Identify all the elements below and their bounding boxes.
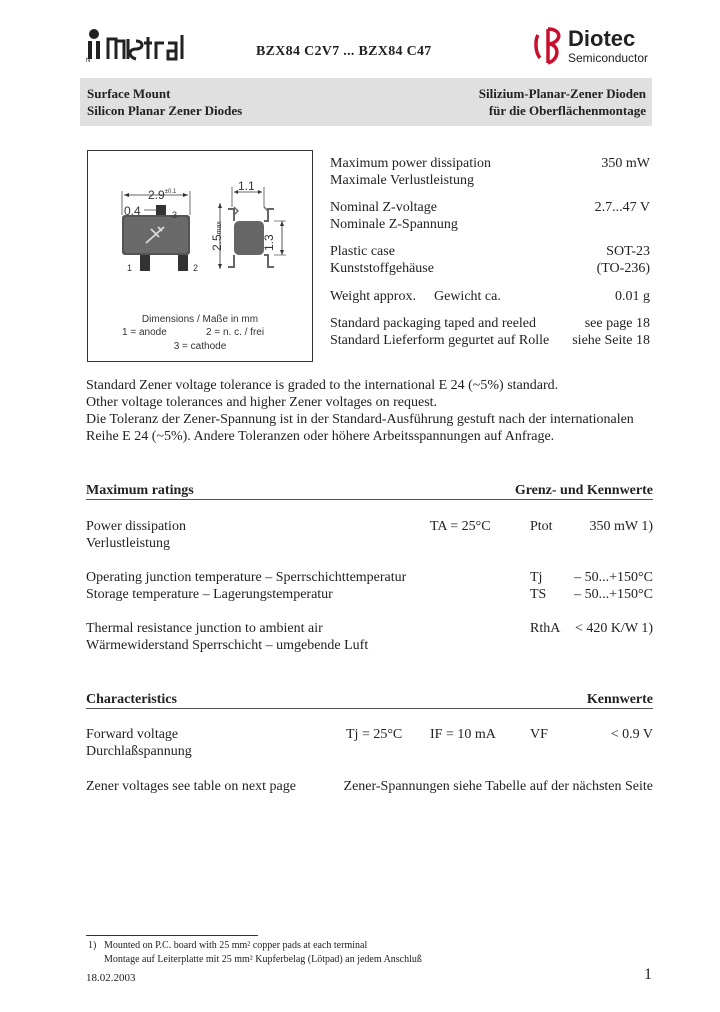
diotec-logo-icon bbox=[532, 26, 566, 66]
ts-val: – 50...+150°C bbox=[574, 587, 653, 602]
diotec-logo-sub: Semiconductor bbox=[568, 51, 649, 65]
weight-val: 0.01 g bbox=[615, 289, 650, 304]
tj-val: – 50...+150°C bbox=[574, 570, 653, 585]
diotec-logo-name: Diotec bbox=[568, 26, 636, 51]
spec-power-val: 350 mW bbox=[601, 156, 650, 171]
forward-val: < 0.9 V bbox=[610, 727, 653, 742]
forward-cond1: Tj = 25°C bbox=[346, 727, 403, 742]
thermal-en: Thermal resistance junction to ambient air bbox=[86, 621, 323, 636]
banner-right-2: für die Oberflächenmontage bbox=[488, 103, 646, 118]
power-cond: TA = 25°C bbox=[430, 519, 491, 534]
power-val: 350 mW 1) bbox=[589, 519, 653, 534]
spec-vz-de: Nominale Z-Spannung bbox=[330, 217, 458, 232]
figure-caption-2b: 2 = n. c. / frei bbox=[206, 327, 265, 338]
ratings-title-de: Grenz- und Kennwerte bbox=[514, 483, 653, 498]
thermal-sym: RthA bbox=[530, 621, 561, 636]
banner-right-1: Silizium-Planar-Zener Dioden bbox=[478, 86, 646, 101]
dim-width-value: 2.9 bbox=[148, 188, 165, 202]
tolerance-line-1: Standard Zener voltage tolerance is graded to the international E 24 (~5%) standard. bbox=[86, 378, 559, 393]
spec-case-de: Kunststoffgehäuse bbox=[330, 261, 434, 276]
page-number: 1 bbox=[644, 966, 652, 983]
tolerance-line-4: Reihe E 24 (~5%). Andere Toleranzen oder höhere Arbeitsspannungen auf Anfrage. bbox=[86, 429, 555, 444]
footnote-line-2: Montage auf Leiterplatte mit 25 mm² Kupferbelag (Lötpad) an jedem Anschluß bbox=[104, 954, 422, 965]
packaging-de-val: siehe Seite 18 bbox=[572, 333, 650, 348]
spec-vz-val: 2.7...47 V bbox=[594, 200, 650, 215]
diotec-logo bbox=[532, 26, 657, 66]
power-sym: Ptot bbox=[530, 519, 553, 534]
banner-left-1: Surface Mount bbox=[87, 86, 171, 101]
packaging-en: Standard packaging taped and reeled bbox=[330, 316, 537, 331]
spec-power-en: Maximum power dissipation bbox=[330, 156, 491, 171]
tj-label: Operating junction temperature – Sperrschichttemperatur bbox=[86, 570, 407, 585]
package-figure bbox=[87, 150, 313, 362]
dim-11-label: 1.1 bbox=[238, 179, 255, 193]
figure-caption-1: Dimensions / Maße in mm bbox=[141, 314, 259, 325]
banner-left-2: Silicon Planar Zener Diodes bbox=[87, 103, 243, 118]
thermal-de: Wärmewiderstand Sperrschicht – umgebende Luft bbox=[86, 638, 369, 653]
dim-25-label bbox=[210, 221, 227, 251]
zener-note-en: Zener voltages see table on next page bbox=[86, 779, 296, 794]
ratings-title-en: Maximum ratings bbox=[86, 483, 194, 498]
power-de: Verlustleistung bbox=[86, 536, 170, 551]
mistral-logo bbox=[86, 27, 190, 63]
document-title: BZX84 C2V7 ... BZX84 C47 bbox=[256, 44, 432, 59]
spec-power-de: Maximale Verlustleistung bbox=[330, 173, 474, 188]
weight-en: Weight approx. bbox=[330, 289, 416, 304]
char-rule bbox=[86, 708, 653, 709]
spec-case-en: Plastic case bbox=[330, 244, 395, 259]
spec-vz-en: Nominal Z-voltage bbox=[330, 200, 437, 215]
tolerance-line-2: Other voltage tolerances and higher Zener voltages on request. bbox=[86, 395, 438, 410]
mistral-logo-mark bbox=[86, 27, 190, 63]
char-title-en: Characteristics bbox=[86, 692, 177, 707]
pin1-label: 1 bbox=[127, 263, 133, 273]
packaging-de: Standard Lieferform gegurtet auf Rolle bbox=[330, 333, 550, 348]
figure-caption-2a: 1 = anode bbox=[122, 327, 167, 338]
svg-text:N: N bbox=[86, 58, 91, 63]
forward-en: Forward voltage bbox=[86, 727, 179, 742]
ts-label: Storage temperature – Lagerungstemperatur bbox=[86, 587, 333, 602]
spec-case-val2: (TO-236) bbox=[596, 261, 650, 276]
dim-25-sub: max bbox=[216, 221, 223, 235]
dim-04-label: 0.4 bbox=[124, 204, 141, 218]
char-title-de: Kennwerte bbox=[586, 692, 653, 707]
spec-case-val: SOT-23 bbox=[606, 244, 650, 259]
thermal-val: < 420 K/W 1) bbox=[574, 621, 653, 636]
forward-sym: VF bbox=[530, 727, 548, 742]
packaging-en-val: see page 18 bbox=[584, 316, 650, 331]
tolerance-line-3: Die Toleranz der Zener-Spannung ist in der Standard-Ausführung gestuft nach der internationalen bbox=[86, 412, 634, 427]
forward-cond2: IF = 10 mA bbox=[430, 727, 496, 742]
dim-25-value: 2.5 bbox=[210, 234, 224, 251]
tj-sym: Tj bbox=[530, 570, 543, 585]
zener-note-de: Zener-Spannungen siehe Tabelle auf der nächsten Seite bbox=[343, 779, 653, 794]
forward-de: Durchlaßspannung bbox=[86, 744, 192, 759]
footnote-mark: 1) bbox=[88, 940, 97, 951]
power-en: Power dissipation bbox=[86, 519, 186, 534]
figure-caption-3: 3 = cathode bbox=[173, 341, 227, 352]
pin3-label: 3 bbox=[172, 210, 178, 220]
footer-date: 18.02.2003 bbox=[86, 972, 136, 984]
dim-width-tol: ±0.1 bbox=[164, 189, 177, 195]
ratings-rule bbox=[86, 499, 653, 500]
footnote-rule bbox=[86, 935, 258, 936]
dim-width-label bbox=[148, 185, 176, 202]
ts-sym: TS bbox=[530, 587, 547, 602]
dim-13-label: 1.3 bbox=[262, 234, 276, 251]
pin2-label: 2 bbox=[193, 263, 199, 273]
weight-de: Gewicht ca. bbox=[434, 289, 501, 304]
footnote-line-1: Mounted on P.C. board with 25 mm² copper pads at each terminal bbox=[104, 940, 368, 951]
